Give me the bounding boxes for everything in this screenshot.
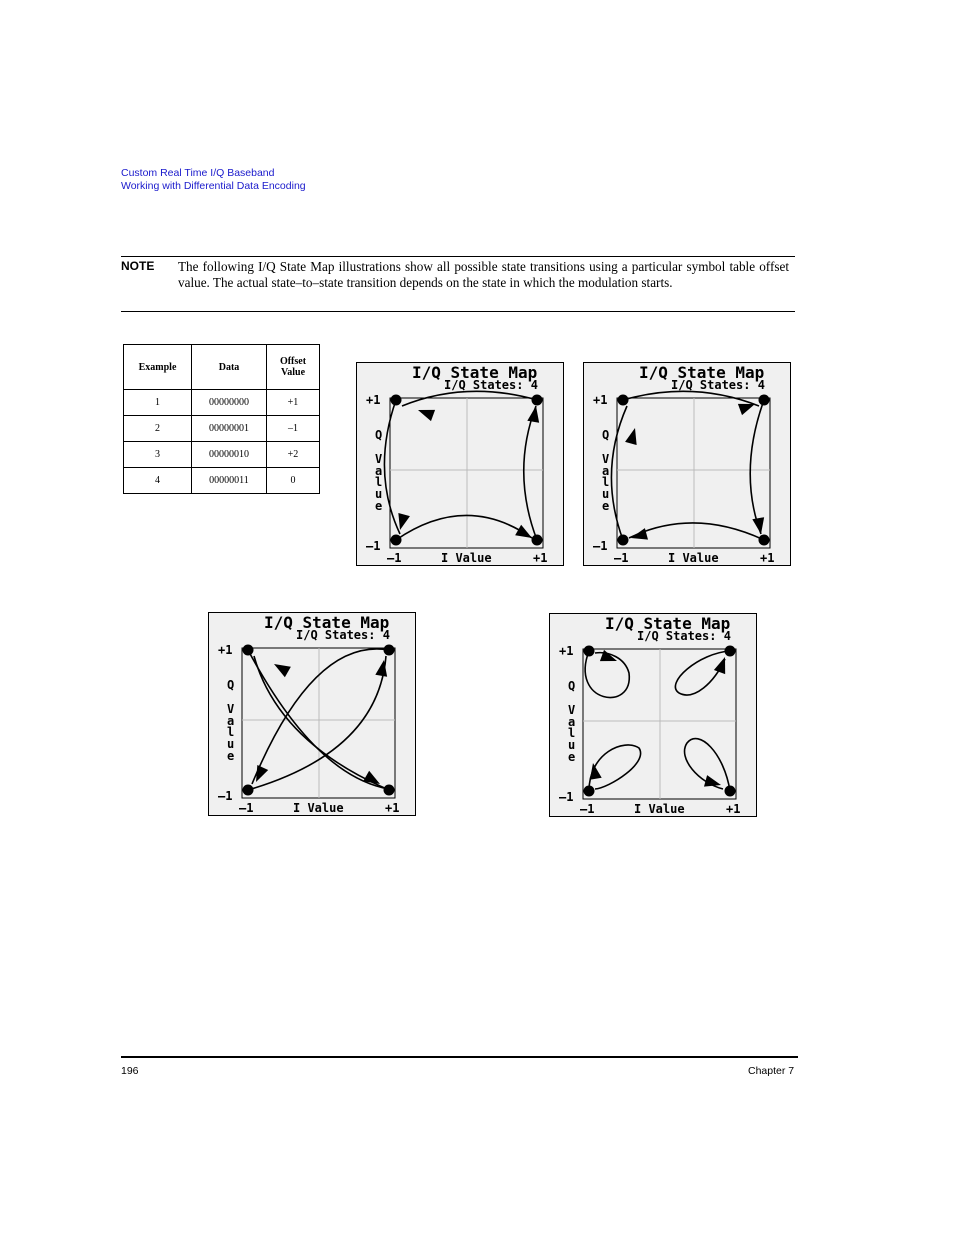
state-point	[584, 646, 595, 657]
q-value-label-char: Q	[227, 678, 235, 692]
table-cell: 4	[124, 468, 192, 494]
q-value-label-char: a	[568, 715, 576, 729]
q-value-label-char: u	[568, 738, 576, 752]
q-plus-one-label: +1	[366, 393, 381, 407]
state-point	[532, 535, 543, 546]
q-value-label-char: l	[602, 475, 610, 489]
table-cell: 00000010	[192, 442, 267, 468]
table-header	[267, 345, 320, 390]
q-value-label-char: V	[375, 452, 383, 466]
page-number: 196	[121, 1065, 139, 1077]
table-cell: –1	[267, 416, 320, 442]
q-minus-one-label: –1	[218, 789, 233, 803]
i-value-label: I Value	[668, 551, 719, 565]
q-value-label-char: e	[227, 749, 235, 763]
table-cell: 2	[124, 416, 192, 442]
state-point	[759, 395, 770, 406]
state-point	[618, 535, 629, 546]
table-row	[124, 390, 320, 416]
table-cell: 1	[124, 390, 192, 416]
q-value-label-char: e	[568, 750, 576, 764]
i-minus-one-label: –1	[387, 551, 402, 565]
i-minus-one-label: –1	[580, 802, 595, 816]
note-top-rule	[121, 256, 795, 257]
i-plus-one-label: +1	[760, 551, 775, 565]
table-row	[124, 442, 320, 468]
map-states-label: I/Q States: 4	[637, 629, 731, 643]
note-text: The following I/Q State Map illustrations show all possible state transitions using a particular symbol table offset value. The actual state–to–state transition depends on the state in which the modulation starts.	[178, 259, 789, 290]
table-cell: 00000000	[192, 390, 267, 416]
table-cell: 3	[124, 442, 192, 468]
state-point	[725, 646, 736, 657]
state-point	[243, 645, 254, 656]
q-value-label-char: e	[375, 499, 383, 513]
footer-chapter: Chapter 7	[748, 1065, 795, 1077]
state-point	[384, 785, 395, 796]
q-plus-one-label: +1	[559, 644, 574, 658]
table-header: Data	[192, 345, 267, 390]
q-value-label-char: l	[375, 475, 383, 489]
q-value-label-char: a	[227, 714, 235, 728]
q-value-label-char: Q	[568, 679, 576, 693]
map-title: I/Q State Map	[605, 614, 731, 633]
state-point	[584, 786, 595, 797]
table-header-row	[124, 345, 320, 390]
state-point	[391, 535, 402, 546]
i-value-label: I Value	[293, 801, 344, 815]
q-value-label-char: Q	[375, 428, 383, 442]
i-value-label: I Value	[441, 551, 492, 565]
i-plus-one-label: +1	[726, 802, 741, 816]
i-plus-one-label: +1	[385, 801, 400, 815]
i-plus-one-label: +1	[533, 551, 548, 565]
q-minus-one-label: –1	[366, 539, 381, 553]
iq-state-map-example-2	[583, 362, 791, 566]
table-cell: 00000011	[192, 468, 267, 494]
table-cell: +2	[267, 442, 320, 468]
i-minus-one-label: –1	[614, 551, 629, 565]
q-value-label-char: l	[568, 726, 576, 740]
table-row	[124, 468, 320, 494]
table-header: Example	[124, 345, 192, 390]
header-chapter-title: Custom Real Time I/Q Baseband	[121, 167, 275, 179]
q-value-label-char: V	[602, 452, 610, 466]
running-header	[121, 167, 306, 192]
state-point	[243, 785, 254, 796]
note-bottom-rule	[121, 311, 795, 312]
state-point	[618, 395, 629, 406]
q-minus-one-label: –1	[559, 790, 574, 804]
map-states-label: I/Q States: 4	[444, 378, 538, 392]
q-value-label-char: u	[602, 487, 610, 501]
q-plus-one-label: +1	[593, 393, 608, 407]
q-value-label-char: a	[375, 464, 383, 478]
q-plus-one-label: +1	[218, 643, 233, 657]
q-value-label-char: l	[227, 725, 235, 739]
q-value-label-char: V	[568, 703, 576, 717]
map-states-label: I/Q States: 4	[671, 378, 765, 392]
iq-state-map-example-3	[208, 612, 416, 816]
header-section-title: Working with Differential Data Encoding	[121, 179, 306, 192]
state-point	[759, 535, 770, 546]
iq-state-map-example-1	[356, 362, 564, 566]
table-cell: +1	[267, 390, 320, 416]
state-point	[391, 395, 402, 406]
table-cell: 0	[267, 468, 320, 494]
offset-table	[123, 344, 320, 494]
iq-state-map-example-4	[549, 613, 757, 817]
map-title: I/Q State Map	[264, 613, 390, 632]
map-states-label: I/Q States: 4	[296, 628, 390, 642]
q-value-label-char: u	[375, 487, 383, 501]
q-value-label-char: a	[602, 464, 610, 478]
i-value-label: I Value	[634, 802, 685, 816]
state-point	[725, 786, 736, 797]
note-label: NOTE	[121, 259, 155, 273]
state-point	[532, 395, 543, 406]
state-point	[384, 645, 395, 656]
map-title: I/Q State Map	[412, 363, 538, 382]
table-row	[124, 416, 320, 442]
footer-rule	[121, 1056, 798, 1058]
map-title: I/Q State Map	[639, 363, 765, 382]
q-minus-one-label: –1	[593, 539, 608, 553]
offset-header: Offset Value	[279, 356, 307, 378]
i-minus-one-label: –1	[239, 801, 254, 815]
q-value-label-char: V	[227, 702, 235, 716]
q-value-label-char: u	[227, 737, 235, 751]
q-value-label-char: e	[602, 499, 610, 513]
table-cell: 00000001	[192, 416, 267, 442]
q-value-label-char: Q	[602, 428, 610, 442]
